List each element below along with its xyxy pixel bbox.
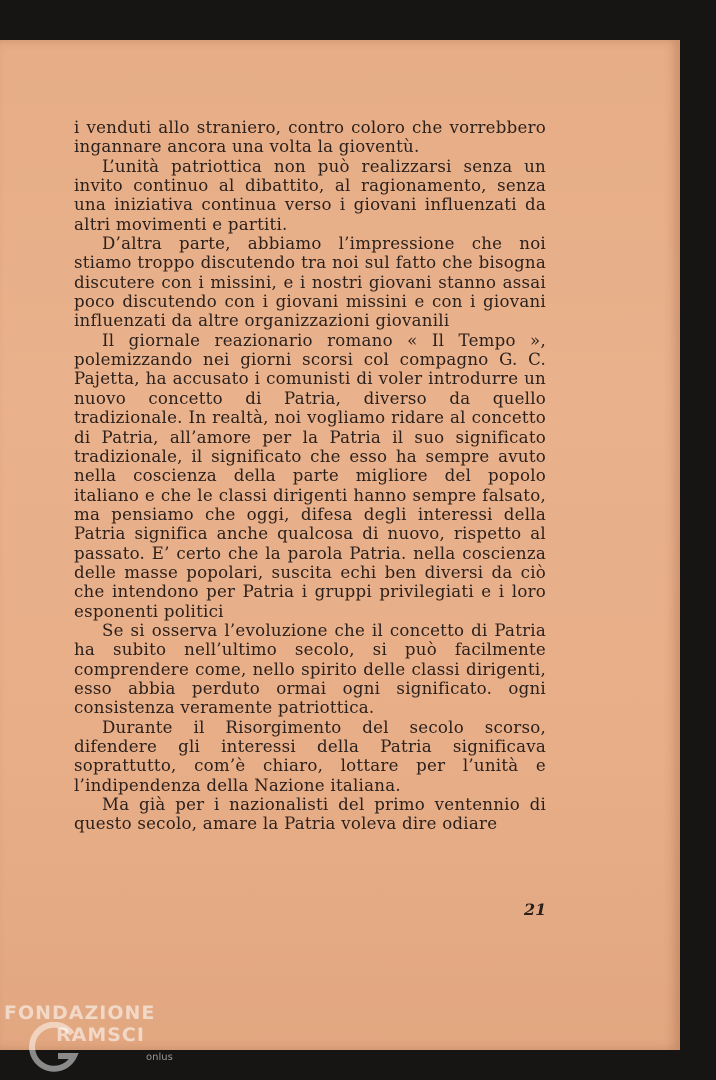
paragraph-4: Il giornale reazionario romano « Il Tempo », polemizzando nei giorni scorsi col compagno G. C. Pajetta, ha accusato i comunisti di voler introdurre un nuovo concetto di Patria, diverso da quello tradizionale. In realtà, noi vogliamo ridare al concetto di Patria, all’amore per la Patria il suo significato tradizionale, il significato che esso ha sempre avuto nella coscienza della parte migliore del popolo italiano e che le classi dirigenti hanno sempre falsato, ma pensiamo che oggi, difesa degli interessi della Patria significa anche qualcosa di nuovo, rispetto al passato. E’ certo che la parola Patria. nella coscienza delle masse popolari, suscita echi ben diversi da ciò che intendono per Patria i gruppi privilegiati e i loro esponenti politici xyxy=(74,330,546,621)
watermark-logo xyxy=(4,1002,204,1078)
paragraph-3: D’altra parte, abbiamo l’impressione che noi stiamo troppo discutendo tra noi sul fatto che bisogna discutere con i missini, e i nostri giovani stanno assai poco discutendo con i giovani missini e con i giovani influenzati da altre organizzazioni giovanili xyxy=(74,234,546,331)
watermark-line2: RAMSCI xyxy=(56,1024,145,1046)
watermark-line1: FONDAZIONE xyxy=(4,1002,156,1024)
paragraph-2: L’unità patriottica non può realizzarsi senza un invito continuo al dibattito, al ragionamento, senza una iniziativa continua verso i giovani influenzati da altri movimenti e partiti. xyxy=(74,156,546,234)
page-text xyxy=(74,118,546,834)
page-number: 21 xyxy=(524,900,547,919)
watermark-suffix: onlus xyxy=(146,1052,173,1063)
paragraph-6: Durante il Risorgimento del secolo scorso, difendere gli interessi della Patria significava soprattutto, com’è chiaro, lottare per l’unità e l’indipendenza della Nazione italiana. xyxy=(74,717,546,795)
paragraph-7: Ma già per i nazionalisti del primo ventennio di questo secolo, amare la Patria voleva dire odiare xyxy=(74,795,546,834)
paragraph-5: Se si osserva l’evoluzione che il concetto di Patria ha subito nell’ultimo secolo, si può facilmente comprendere come, nello spirito delle classi dirigenti, esso abbia perduto ormai ogni significato. ogni consistenza veramente patriottica. xyxy=(74,620,546,718)
paragraph-1: i venduti allo straniero, contro coloro che vorrebbero ingannare ancora una volta la gioventù. xyxy=(74,118,546,157)
book-page xyxy=(0,40,680,1050)
